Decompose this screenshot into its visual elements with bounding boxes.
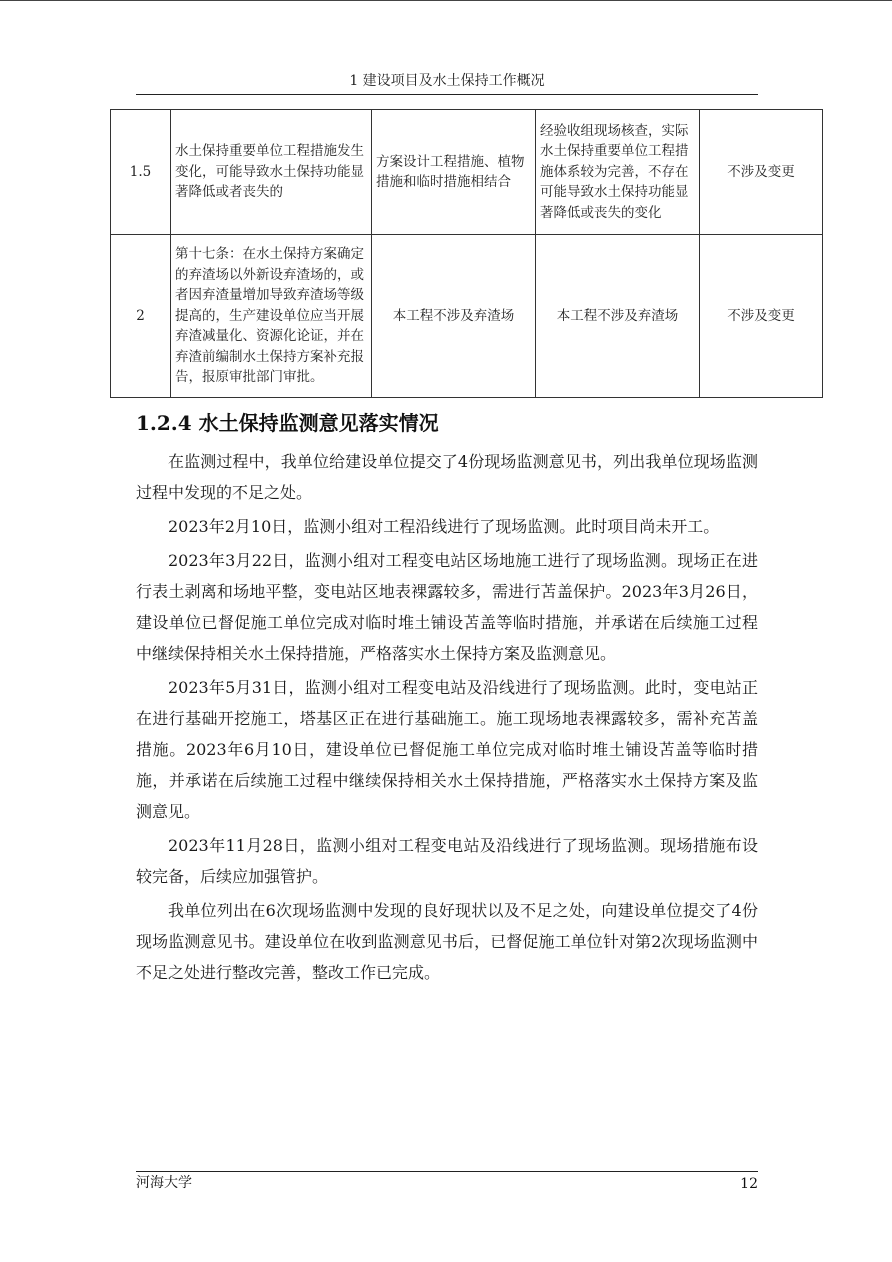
page-number: 12 — [740, 1176, 758, 1192]
plan-cell: 方案设计工程措施、植物措施和临时措施相结合 — [372, 110, 536, 235]
table-row — [111, 235, 823, 398]
paragraph: 我单位列出在6次现场监测中发现的良好现状以及不足之处，向建设单位提交了4份现场监测意见书。建设单位在收到监测意见书后，已督促施工单位针对第2次现场监测中不足之处进行整改完善，整改工作已完成。 — [136, 901, 758, 982]
paragraph: 2023年3月22日，监测小组对工程变电站区场地施工进行了现场监测。现场正在进行表土剥离和场地平整，变电站区地表裸露较多，需进行苫盖保护。2023年3月26日，建设单位已督促施工单位完成对临时堆土铺设苫盖等临时措施，并承诺在后续施工过程中继续保持相关水土保持措施，严格落实水土保持方案及监测意见。 — [136, 551, 758, 663]
result-cell: 不涉及变更 — [700, 235, 823, 398]
row-number: 2 — [111, 235, 171, 398]
regulation-cell: 第十七条：在水土保持方案确定的弃渣场以外新设弃渣场的，或者因弃渣量增加导致弃渣场等级提高的，生产建设单位应当开展弃渣减量化、资源化论证，并在弃渣前编制水土保持方案补充报告，报原审批部门审批。 — [171, 235, 372, 398]
section-heading: 1.2.4 水土保持监测意见落实情况 — [136, 411, 439, 435]
paragraph: 在监测过程中，我单位给建设单位提交了4份现场监测意见书，列出我单位现场监测过程中发现的不足之处。 — [136, 452, 758, 502]
paragraph: 2023年5月31日，监测小组对工程变电站及沿线进行了现场监测。此时，变电站正在进行基础开挖施工，塔基区正在进行基础施工。施工现场地表裸露较多，需补充苫盖措施。2023年6月10日，建设单位已督促施工单位完成对临时堆土铺设苫盖等临时措施，并承诺在后续施工过程中继续保持相关水土保持措施，严格落实水土保持方案及监测意见。 — [136, 678, 758, 821]
result-cell: 不涉及变更 — [700, 110, 823, 235]
footer-institution: 河海大学 — [136, 1175, 192, 1191]
running-header: 1 建设项目及水土保持工作概况 — [349, 73, 545, 89]
paragraph: 2023年2月10日，监测小组对工程沿线进行了现场监测。此时项目尚未开工。 — [168, 517, 720, 536]
paragraph: 2023年11月28日，监测小组对工程变电站及沿线进行了现场监测。现场措施布设较完备，后续应加强管护。 — [136, 836, 758, 886]
footer-rule — [136, 1171, 758, 1172]
section-body — [136, 446, 758, 988]
table-row — [111, 110, 823, 235]
regulation-cell: 水土保持重要单位工程措施发生变化，可能导致水土保持功能显著降低或者丧失的 — [171, 110, 372, 235]
change-assessment-table — [110, 109, 823, 398]
actual-cell: 本工程不涉及弃渣场 — [536, 235, 700, 398]
row-number: 1.5 — [111, 110, 171, 235]
page-top-border — [0, 0, 892, 1]
actual-cell: 经验收组现场核查，实际水土保持重要单位工程措施体系较为完善，不存在可能导致水土保持功能显著降低或丧失的变化 — [536, 110, 700, 235]
header-rule — [136, 94, 758, 95]
plan-cell: 本工程不涉及弃渣场 — [372, 235, 536, 398]
